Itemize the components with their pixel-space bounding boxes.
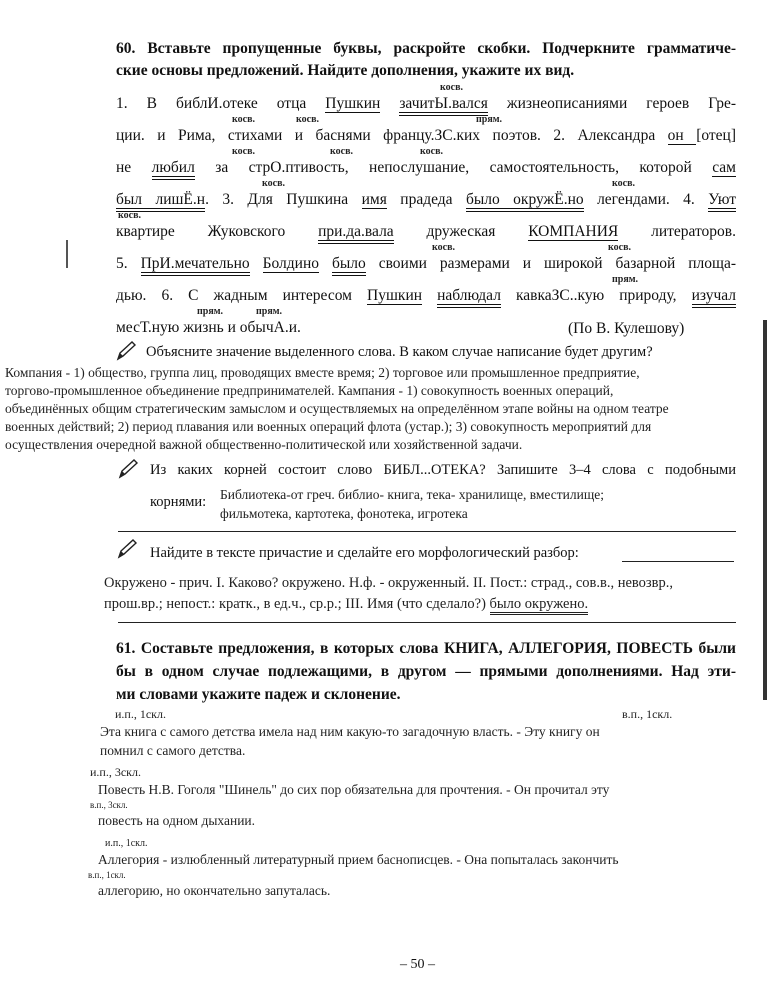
annotation-kosv: косв. bbox=[440, 82, 463, 93]
annotation-kosv: косв. bbox=[262, 178, 285, 189]
exercise-60-title-line-2: ские основы предложений. Найдите дополнения, укажите их вид. bbox=[116, 62, 575, 79]
case-label: в.п., 3скл. bbox=[90, 800, 128, 810]
annotation-pryam: прям. bbox=[197, 306, 224, 317]
exercise-61-title-line-2: бы в одном случае подлежащими, в другом — прямыми дополнениями. Над эти- bbox=[116, 663, 736, 680]
text-segment bbox=[319, 255, 332, 272]
pencil-icon bbox=[116, 538, 138, 560]
annotation-kosv: косв. bbox=[612, 178, 635, 189]
text-segment: литераторов. bbox=[618, 223, 737, 240]
answer-line: Библиотека-от греч. библио- книга, тека- хранилище, вместилище; bbox=[220, 487, 604, 502]
exercise-61-title-line-1: 61. Составьте предложения, в которых слова КНИГА, АЛЛЕГОРИЯ, ПОВЕСТЬ были bbox=[116, 640, 736, 657]
text-segment: ции. и Рима, стихами и баснями францу.ЗС.ких поэтов. 2. Александра bbox=[116, 127, 668, 144]
text-segment: жизнеописаниями героев Гре- bbox=[487, 95, 737, 112]
answer-line: торгово-промышленное объединение предпринимателей. Кампания - 1) совокупность военных операций, bbox=[5, 383, 614, 398]
scan-edge bbox=[763, 320, 767, 700]
exercise-60-line bbox=[116, 319, 301, 337]
text-segment: своими размерами и широкой базарной площа- bbox=[365, 255, 736, 272]
answer-underlined: было окружено. bbox=[490, 596, 589, 615]
exercise-60-line bbox=[116, 127, 736, 145]
grammar-subject: Пушкин bbox=[325, 95, 381, 112]
annotation-kosv: косв. bbox=[608, 242, 631, 253]
text-segment: [отец] bbox=[696, 127, 737, 144]
annotation-kosv: косв. bbox=[330, 146, 353, 157]
answer-line: аллегорию, но окончательно запуталась. bbox=[98, 883, 331, 898]
answer-line: помнил с самого детства. bbox=[100, 743, 246, 758]
answer-line: Аллегория - излюбленный литературный прием баснописцев. - Она попыталась закончить bbox=[98, 852, 619, 867]
pencil-icon bbox=[117, 458, 139, 480]
text-segment: дью. 6. С жадным интересом bbox=[116, 287, 368, 304]
task-meaning-prompt: Объясните значение выделенного слова. В каком случае написание будет другим? bbox=[146, 344, 653, 360]
grammar-predicate: ПрИ.мечательно bbox=[141, 255, 250, 276]
task-roots-prompt: Из каких корней состоит слово БИБЛ...ОТЕКА? Запишите 3–4 слова с подобными bbox=[150, 462, 736, 478]
text-segment: дружеская bbox=[393, 223, 529, 240]
annotation-kosv: косв. bbox=[420, 146, 443, 157]
answer-text: прош.вр.; непост.: кратк., в ед.ч., ср.р.; III. Имя (что сделало?) bbox=[104, 596, 490, 612]
annotation-kosv: косв. bbox=[118, 210, 141, 221]
answer-line: повесть на одном дыхании. bbox=[98, 813, 256, 828]
exercise-61-title-line-3: ми словами укажите падеж и склонение. bbox=[116, 686, 401, 703]
annotation-kosv: косв. bbox=[232, 146, 255, 157]
grammar-predicate: при.да.вала bbox=[318, 223, 394, 244]
blank-line bbox=[622, 561, 734, 562]
annotation-kosv: косв. bbox=[232, 114, 255, 125]
text-segment bbox=[250, 255, 263, 272]
grammar-subject: сам bbox=[712, 159, 736, 176]
grammar-predicate: зачитЫ.вался bbox=[399, 95, 488, 116]
text-segment: кавкаЗС..кую природу, bbox=[500, 287, 692, 304]
task-roots-prompt-end: корнями: bbox=[150, 494, 207, 510]
text-segment: 1. В библИ.отеке отца bbox=[116, 95, 326, 112]
grammar-subject: имя bbox=[361, 191, 387, 208]
grammar-subject: Пушкин bbox=[367, 287, 423, 304]
grammar-subject: он bbox=[667, 127, 697, 144]
exercise-60-line bbox=[116, 223, 736, 241]
exercise-60-line bbox=[116, 191, 736, 209]
exercise-60-line bbox=[116, 255, 736, 273]
text-segment: за стрО.птивость, непослушание, самостоятельность, которой bbox=[194, 159, 713, 176]
grammar-predicate: был лишЁ.н bbox=[116, 191, 205, 212]
annotation-kosv: косв. bbox=[432, 242, 455, 253]
annotation-pryam: прям. bbox=[612, 274, 639, 285]
annotation-pryam: прям. bbox=[476, 114, 503, 125]
grammar-predicate: Уют bbox=[708, 191, 736, 212]
grammar-predicate: было bbox=[332, 255, 366, 276]
text-segment: легендами. 4. bbox=[583, 191, 709, 208]
answer-line: фильмотека, картотека, фонотека, игротека bbox=[220, 506, 468, 521]
annotation-pryam: прям. bbox=[256, 306, 283, 317]
answer-line: Повесть Н.В. Гоголя "Шинель" до сих пор обязательна для прочтения. - Он прочитал эту bbox=[98, 782, 610, 797]
grammar-predicate: наблюдал bbox=[437, 287, 501, 308]
exercise-60-line bbox=[116, 287, 736, 305]
grammar-predicate: любил bbox=[152, 159, 195, 180]
text-segment: квартире Жуковского bbox=[116, 223, 319, 240]
answer-line: осуществления очередной важной общественно-политической или хозяйственной задачи. bbox=[5, 437, 523, 452]
exercise-60-title-line-1: 60. Вставьте пропущенные буквы, раскройте скобки. Подчеркните грамматиче- bbox=[116, 40, 736, 57]
grammar-predicate: изучал bbox=[692, 287, 736, 308]
case-label: и.п., 3скл. bbox=[90, 765, 141, 779]
grammar-predicate: было окружЁ.но bbox=[466, 191, 584, 212]
text-segment bbox=[422, 287, 437, 304]
margin-mark bbox=[66, 240, 68, 268]
answer-line: Эта книга с самого детства имела над ним какую-то загадочную власть. - Эту книгу он bbox=[100, 724, 600, 739]
case-label: в.п., 1скл. bbox=[622, 707, 673, 721]
divider bbox=[118, 531, 736, 532]
case-label: в.п., 1скл. bbox=[88, 870, 126, 880]
text-segment: прадеда bbox=[386, 191, 466, 208]
answer-line: военных действий; 2) период плавания или военных операций флота (устар.); 3) совокупность мероприятий для bbox=[5, 419, 652, 434]
text-segment bbox=[380, 95, 399, 112]
text-segment: 5. bbox=[116, 255, 141, 272]
pencil-icon bbox=[115, 340, 137, 362]
text-segment: . 3. Для Пушкина bbox=[205, 191, 362, 208]
text-segment: не bbox=[116, 159, 152, 176]
grammar-subject: КОМПАНИЯ bbox=[528, 223, 619, 240]
exercise-60-line bbox=[116, 95, 736, 113]
answer-line bbox=[104, 595, 588, 613]
page-number: – 50 – bbox=[400, 957, 435, 972]
case-label: и.п., 1скл. bbox=[115, 707, 166, 721]
divider bbox=[118, 622, 736, 623]
annotation-kosv: косв. bbox=[296, 114, 319, 125]
grammar-subject: Болдино bbox=[262, 255, 320, 272]
task-participle-prompt: Найдите в тексте причастие и сделайте его морфологический разбор: bbox=[150, 545, 579, 561]
case-label: и.п., 1скл. bbox=[105, 838, 148, 849]
exercise-60-line bbox=[116, 159, 736, 177]
answer-line: Окружено - прич. I. Каково? окружено. Н.ф. - окруженный. II. Пост.: страд., сов.в., невозвр., bbox=[104, 575, 673, 591]
exercise-60-source: (По В. Кулешову) bbox=[568, 320, 685, 337]
answer-line: Компания - 1) общество, группа лиц, проводящих вместе время; 2) торговое или промышленное предприятие, bbox=[5, 365, 640, 380]
text-segment: месТ.ную жизнь и обычА.и. bbox=[116, 319, 301, 336]
answer-line: объединённых общим стратегическим замыслом и осуществляемых на определённом этапе войны на одном театре bbox=[5, 401, 669, 416]
